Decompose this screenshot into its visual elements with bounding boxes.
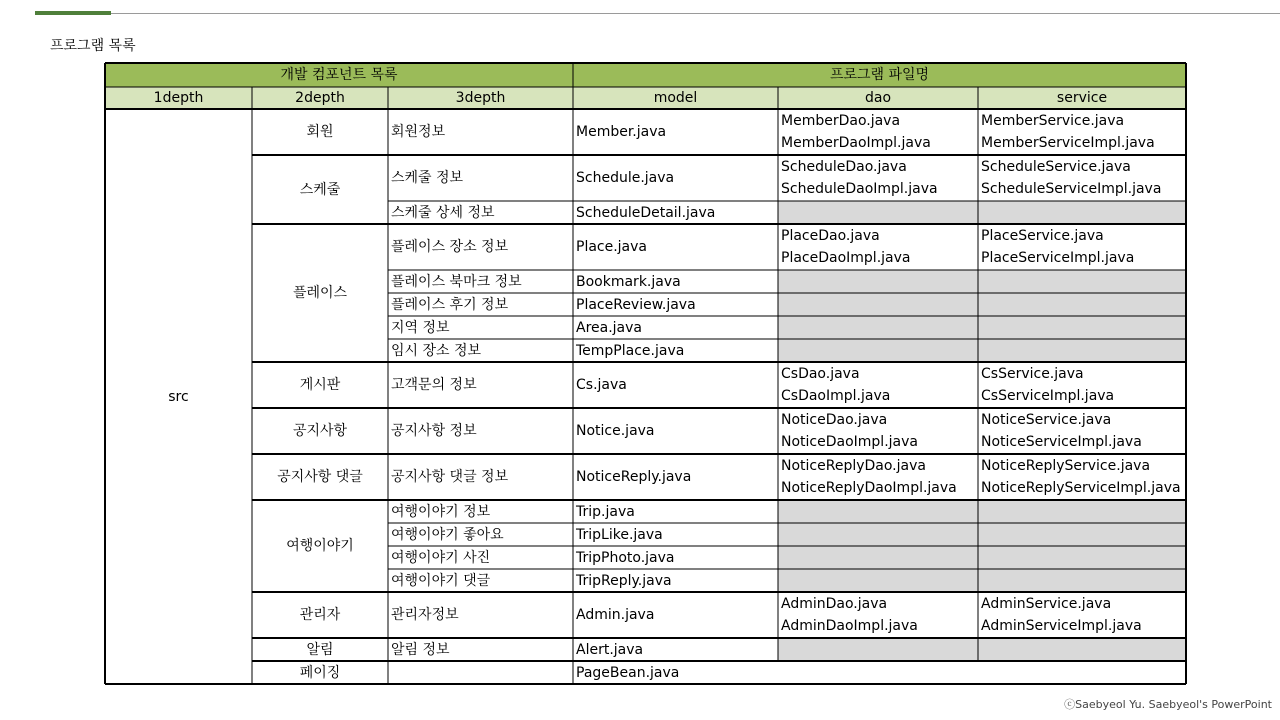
dao-file: AdminDao.java	[781, 596, 888, 612]
depth3-cell: 알림 정보	[391, 641, 450, 658]
service-cell	[978, 155, 1186, 201]
model-cell: TempPlace.java	[576, 342, 685, 359]
depth3-cell: 여행이야기 사진	[391, 549, 491, 566]
depth3-cell: 스케줄 상세 정보	[391, 204, 495, 221]
copyright-note: ⓒSaebyeol Yu. Saebyeol's PowerPoint	[1064, 698, 1272, 711]
model-cell: TripReply.java	[576, 572, 672, 589]
service-file: CsService.java	[981, 366, 1084, 382]
depth2-cell: 공지사항 댓글	[277, 469, 363, 485]
model-cell: Place.java	[576, 239, 648, 255]
model-cell: PageBean.java	[576, 664, 680, 681]
service-empty-cell	[978, 270, 1186, 293]
depth2-cell: 스케줄	[299, 181, 341, 198]
depth3-cell: 플레이스 북마크 정보	[391, 273, 522, 290]
service-file: AdminServiceImpl.java	[981, 618, 1142, 634]
service-file: PlaceService.java	[981, 228, 1104, 244]
dao-file: AdminDaoImpl.java	[781, 618, 918, 634]
service-file: NoticeServiceImpl.java	[981, 434, 1142, 450]
dao-file: MemberDaoImpl.java	[781, 135, 931, 151]
depth2-cell: 페이징	[299, 664, 341, 681]
dao-cell	[778, 408, 978, 454]
service-file: AdminService.java	[981, 596, 1112, 612]
service-empty-cell	[978, 293, 1186, 316]
service-empty-cell	[978, 546, 1186, 569]
service-empty-cell	[978, 201, 1186, 224]
dao-empty-cell	[778, 569, 978, 592]
depth2-cell: 관리자	[299, 607, 341, 623]
service-file: MemberService.java	[981, 113, 1125, 129]
depth3-cell: 스케줄 정보	[391, 170, 464, 186]
depth2-cell: 여행이야기	[286, 538, 354, 554]
model-cell: Notice.java	[576, 423, 655, 439]
depth3-cell: 여행이야기 좋아요	[391, 526, 504, 543]
service-file: ScheduleServiceImpl.java	[981, 181, 1162, 197]
top-accent-bar	[35, 11, 111, 15]
dao-cell	[778, 454, 978, 500]
model-cell: TripPhoto.java	[576, 549, 675, 566]
model-cell: Cs.java	[576, 377, 627, 393]
dao-cell	[778, 592, 978, 638]
service-empty-cell	[978, 500, 1186, 523]
dao-empty-cell	[778, 270, 978, 293]
depth3-cell: 여행이야기 댓글	[391, 572, 491, 589]
dao-file: PlaceDao.java	[781, 228, 880, 244]
depth2-cell: 알림	[306, 641, 334, 658]
top-rule	[35, 13, 1280, 14]
depth2-cell: 플레이스	[292, 285, 348, 301]
service-cell	[978, 408, 1186, 454]
dao-empty-cell	[778, 638, 978, 661]
dao-cell	[778, 224, 978, 270]
dao-file: ScheduleDaoImpl.java	[781, 181, 938, 197]
dao-file: ScheduleDao.java	[781, 159, 907, 175]
depth3-cell: 지역 정보	[391, 319, 450, 336]
model-cell: Alert.java	[576, 641, 644, 658]
service-empty-cell	[978, 569, 1186, 592]
column-header-model: model	[573, 87, 778, 109]
service-cell	[978, 592, 1186, 638]
depth2-cell: 회원	[306, 124, 334, 140]
model-cell: TripLike.java	[576, 526, 663, 543]
dao-empty-cell	[778, 201, 978, 224]
service-cell	[978, 454, 1186, 500]
service-file: NoticeReplyService.java	[981, 458, 1151, 474]
dao-empty-cell	[778, 500, 978, 523]
dao-file: PlaceDaoImpl.java	[781, 250, 911, 266]
model-cell: Area.java	[576, 319, 643, 336]
depth3-cell: 임시 장소 정보	[391, 342, 482, 359]
dao-cell	[778, 155, 978, 201]
column-header-service: service	[978, 87, 1186, 109]
model-cell: NoticeReply.java	[576, 469, 692, 485]
service-file: ScheduleService.java	[981, 159, 1131, 175]
depth3-cell: 고객문의 정보	[391, 377, 477, 393]
model-cell: Member.java	[576, 124, 667, 140]
service-empty-cell	[978, 316, 1186, 339]
depth3-cell: 플레이스 후기 정보	[391, 296, 509, 313]
depth3-cell: 관리자정보	[391, 607, 459, 623]
dao-file: NoticeReplyDao.java	[781, 458, 926, 474]
depth3-cell: 회원정보	[391, 124, 446, 140]
service-file: PlaceServiceImpl.java	[981, 250, 1135, 266]
column-header-dao: dao	[778, 87, 978, 109]
service-empty-cell	[978, 638, 1186, 661]
service-file: MemberServiceImpl.java	[981, 135, 1155, 151]
depth3-cell: 여행이야기 정보	[391, 503, 491, 520]
service-cell	[978, 224, 1186, 270]
depth2-cell: 게시판	[299, 377, 341, 393]
dao-cell	[778, 362, 978, 408]
header-group-components: 개발 컴포넌트 목록	[105, 63, 573, 87]
column-header-3depth: 3depth	[388, 87, 573, 109]
service-empty-cell	[978, 339, 1186, 362]
service-empty-cell	[978, 523, 1186, 546]
service-cell	[978, 362, 1186, 408]
model-cell: Schedule.java	[576, 170, 675, 186]
dao-file: CsDaoImpl.java	[781, 388, 891, 404]
model-cell: PlaceReview.java	[576, 296, 696, 313]
dao-empty-cell	[778, 523, 978, 546]
model-cell: Admin.java	[576, 607, 655, 623]
header-group-filenames: 프로그램 파일명	[573, 63, 1186, 87]
dao-file: CsDao.java	[781, 366, 860, 382]
dao-file: NoticeDao.java	[781, 412, 888, 428]
model-cell: Trip.java	[576, 503, 635, 520]
depth1-cell: src	[168, 388, 189, 405]
service-file: NoticeReplyServiceImpl.java	[981, 480, 1181, 496]
dao-file: NoticeDaoImpl.java	[781, 434, 918, 450]
depth3-cell: 플레이스 장소 정보	[391, 239, 509, 255]
dao-empty-cell	[778, 316, 978, 339]
column-header-1depth: 1depth	[105, 87, 252, 109]
service-cell	[978, 109, 1186, 155]
dao-file: NoticeReplyDaoImpl.java	[781, 480, 957, 496]
dao-file: MemberDao.java	[781, 113, 901, 129]
column-header-2depth: 2depth	[252, 87, 388, 109]
depth2-cell: 공지사항	[292, 423, 348, 439]
dao-cell	[778, 109, 978, 155]
depth3-cell: 공지사항 댓글 정보	[391, 469, 509, 485]
service-file: CsServiceImpl.java	[981, 388, 1115, 404]
empty-merged-cell	[778, 661, 1186, 684]
page-title: 프로그램 목록	[50, 38, 136, 54]
model-cell: ScheduleDetail.java	[576, 204, 716, 221]
depth3-cell	[388, 661, 573, 684]
dao-empty-cell	[778, 293, 978, 316]
service-file: NoticeService.java	[981, 412, 1112, 428]
dao-empty-cell	[778, 546, 978, 569]
model-cell: Bookmark.java	[576, 273, 681, 290]
dao-empty-cell	[778, 339, 978, 362]
depth3-cell: 공지사항 정보	[391, 423, 477, 439]
